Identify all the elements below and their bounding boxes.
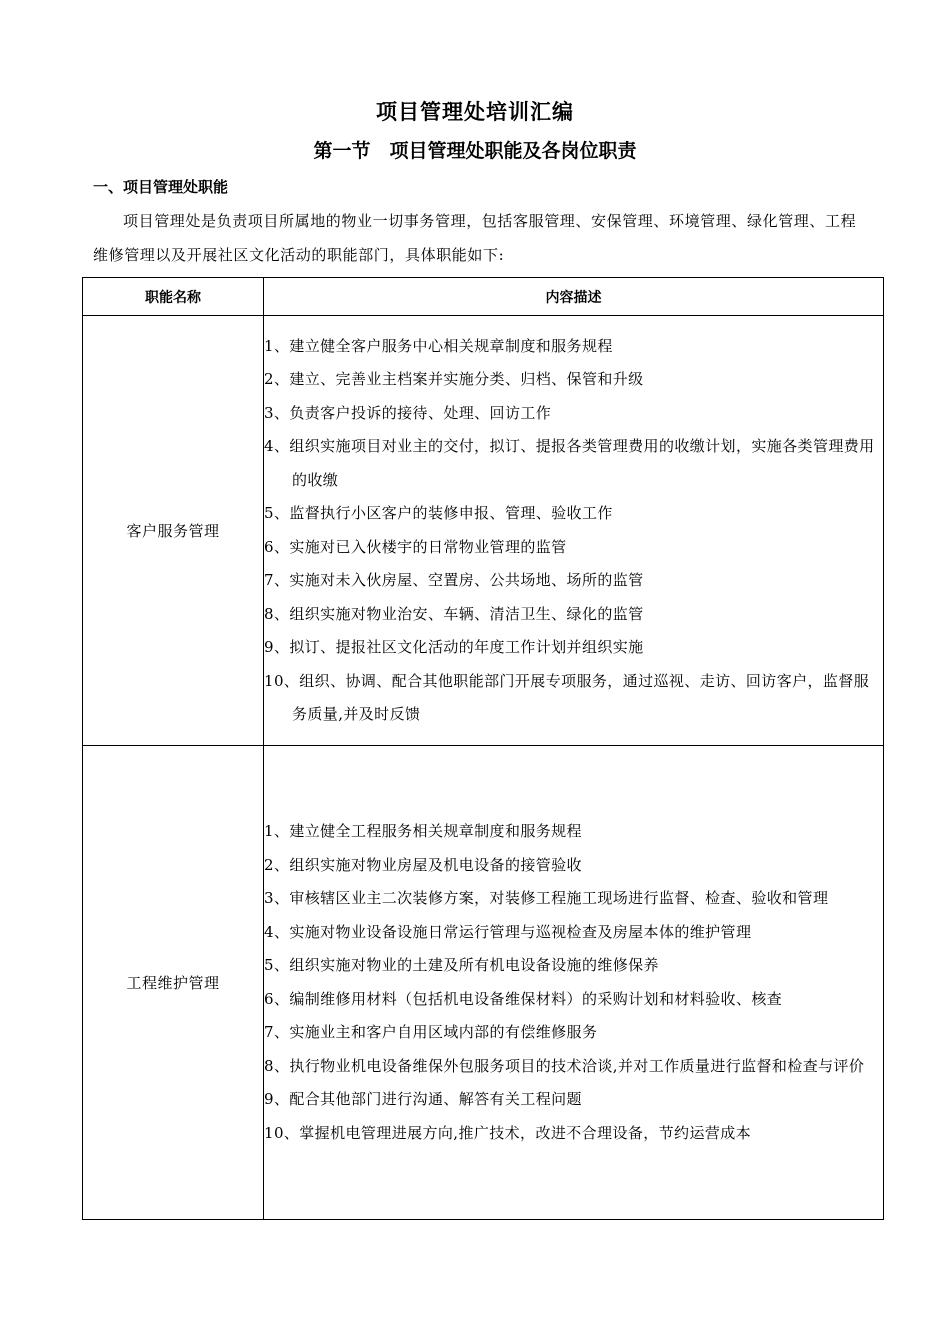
list-item: 2、组织实施对物业房屋及机电设备的接管验收: [264, 855, 582, 874]
list-item: 10、掌握机电管理进展方向,推广技术，改进不合理设备，节约运营成本: [264, 1123, 752, 1142]
list-item: 2、建立、完善业主档案并实施分类、归档、保管和升级: [264, 370, 644, 388]
heading-functions: 一、项目管理处职能: [93, 178, 229, 196]
table-header-row: [83, 278, 884, 316]
functions-table: [82, 277, 884, 1220]
list-item: 4、组织实施项目对业主的交付，拟订、提报各类管理费用的收缴计划，实施各类管理费用的收缴: [264, 437, 875, 489]
list-item: 5、监督执行小区客户的装修申报、管理、验收工作: [264, 504, 613, 522]
list-item: 5、组织实施对物业的土建及所有机电设备设施的维修保养: [264, 956, 659, 974]
list-item: 3、审核辖区业主二次装修方案，对装修工程施工现场进行监督、检查、验收和管理: [264, 889, 829, 907]
list-item: 3、负责客户投诉的接待、处理、回访工作: [264, 403, 552, 422]
section-title: 第一节 项目管理处职能及各岗位职责: [313, 140, 637, 162]
list-item: 9、配合其他部门进行沟通、解答有关工程问题: [264, 1090, 582, 1108]
intro-paragraph: 项目管理处是负责项目所属地的物业一切事务管理，包括客服管理、安保管理、环境管理、绿化管理、工程维修管理以及开展社区文化活动的职能部门，具体职能如下:: [93, 212, 857, 264]
list-item: 1、建立健全客户服务中心相关规章制度和服务规程: [264, 336, 613, 355]
function-name-engineering-maintenance: 工程维护管理: [83, 746, 264, 1220]
list-item: 7、实施对未入伙房屋、空置房、公共场地、场所的监管: [264, 571, 644, 589]
list-item: 4、实施对物业设备设施日常运行管理与巡视检查及房屋本体的维护管理: [264, 922, 752, 941]
list-item: 7、实施业主和客户自用区域内部的有偿维修服务: [264, 1023, 598, 1041]
list-item: 6、编制维修用材料（包括机电设备维保材料）的采购计划和材料验收、核查: [264, 989, 783, 1008]
header-content-description: 内容描述: [264, 278, 884, 316]
table-row: [83, 316, 884, 746]
list-item: 10、组织、协调、配合其他职能部门开展专项服务，通过巡视、走访、回访客户，监督服务质量,并及时反馈: [264, 671, 870, 723]
function-content-engineering-maintenance: [264, 746, 884, 1220]
list-item: 6、实施对已入伙楼宇的日常物业管理的监管: [264, 537, 567, 556]
duty-list: [264, 815, 883, 1150]
list-item: 8、执行物业机电设备维保外包服务项目的技术洽谈,并对工作质量进行监督和检查与评价: [264, 1056, 865, 1075]
function-name-customer-service: 客户服务管理: [83, 316, 264, 746]
header-function-name: 职能名称: [83, 278, 264, 316]
table-row: [83, 746, 884, 1220]
list-item: 1、建立健全工程服务相关规章制度和服务规程: [264, 822, 582, 840]
function-content-customer-service: [264, 316, 884, 746]
document-title: 项目管理处培训汇编: [376, 100, 574, 124]
list-item: 9、拟订、提报社区文化活动的年度工作计划并组织实施: [264, 638, 644, 656]
duty-list: [264, 330, 883, 732]
list-item: 8、组织实施对物业治安、车辆、清洁卫生、绿化的监管: [264, 604, 644, 623]
